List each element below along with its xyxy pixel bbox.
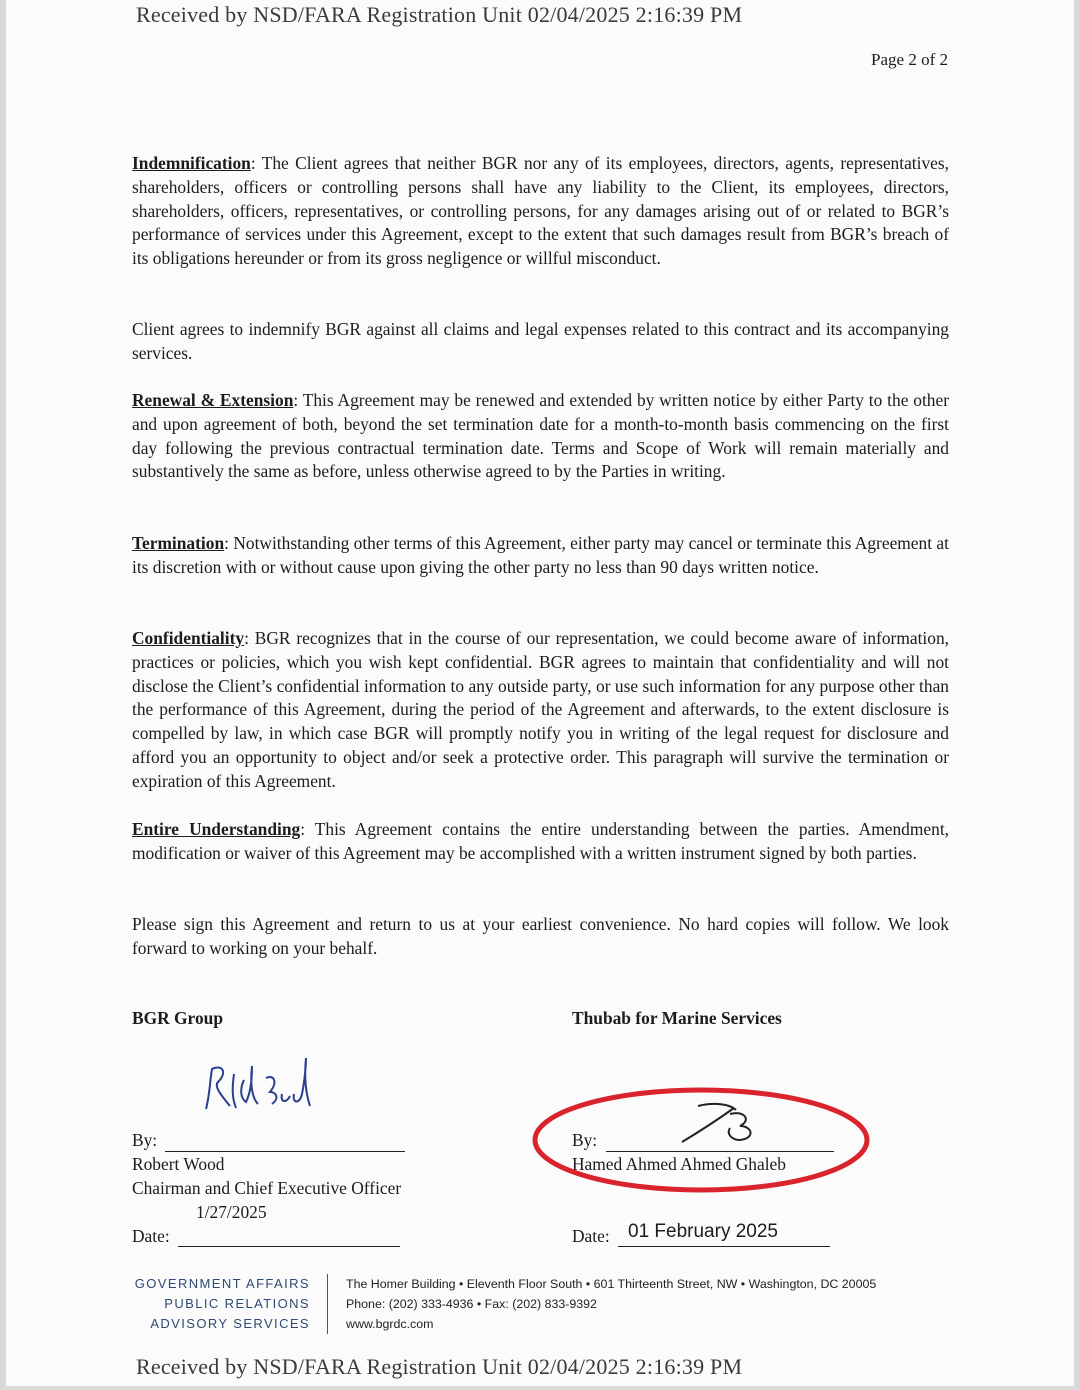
- bgr-party-name: BGR Group: [132, 1008, 224, 1028]
- renewal-heading: Renewal & Extension: [132, 390, 294, 410]
- page-number: Page 2 of 2: [871, 50, 948, 69]
- indemnification-text: : The Client agrees that neither BGR nor any of its employees, directors, agents, representatives, shareholders, officers or controlling persons shall have any liability to the Client, its employees, directors, shareholders, officers, representatives, or controlling persons, for any damages arising out of or related to BGR’s performance of services under this Agreement, except to the extent that such damages result from BGR’s breach of its obligations hereunder or from its gross negligence or willful misconduct.: [132, 153, 949, 269]
- bgr-date-line: [178, 1246, 400, 1247]
- termination-text: : Notwithstanding other terms of this Agreement, either party may cancel or terminate this Agreement at its discretion with or without cause upon giving the other party no less than 90 days written notice.: [132, 533, 949, 577]
- bgr-contact-block: [346, 1274, 876, 1334]
- bgr-services-list: [124, 1274, 310, 1334]
- renewal-text: : This Agreement may be renewed and extended by written notice by either Party to the other and upon agreement of both, beyond the set termination date for a month-to-month basis commencing on the first day following the previous contractual termination date. Terms and Scope of Work will remain materially and substantively the same as before, unless otherwise agreed to by the Parties in writing.: [132, 390, 949, 482]
- closing-paragraph: [132, 913, 949, 961]
- service-advisory-services: ADVISORY SERVICES: [150, 1316, 310, 1331]
- document-page: [6, 0, 1074, 1386]
- confidentiality-text: : BGR recognizes that in the course of our representation, we could become aware of information, practices or policies, which you wish kept confidential. BGR agrees to maintain that confidentiality and will not disclose the Client’s confidential information to any outside party, or use such information for any purpose other than the performance of this Agreement, during the period of the Agreement and afterwards, to the extent disclosure is compelled by law, in which case BGR will promptly notify you in writing of the legal request for disclosure and afford you an opportunity to object and/or seek a protective order. This paragraph will survive the termination or expiration of this Agreement.: [132, 628, 949, 791]
- confidentiality-paragraph: [132, 627, 949, 794]
- bgr-by-label: By:: [132, 1130, 158, 1150]
- closing-text: Please sign this Agreement and return to us at your earliest convenience. No hard copies will follow. We look forward to working on your behalf.: [132, 914, 949, 958]
- footer-phone-fax: Phone: (202) 333-4936 • Fax: (202) 833-9392: [346, 1297, 597, 1311]
- renewal-paragraph: [132, 389, 949, 484]
- footer-website-link[interactable]: www.bgrdc.com: [346, 1317, 434, 1331]
- thubab-party-name: Thubab for Marine Services: [572, 1008, 782, 1028]
- bgr-signer-title: Chairman and Chief Executive Officer: [132, 1178, 402, 1198]
- service-government-affairs: GOVERNMENT AFFAIRS: [134, 1276, 310, 1291]
- thubab-by-label: By:: [572, 1130, 598, 1150]
- red-circle-annotation: [528, 1082, 874, 1198]
- footer-divider: [327, 1274, 328, 1334]
- confidentiality-heading: Confidentiality: [132, 628, 245, 648]
- service-public-relations: PUBLIC RELATIONS: [164, 1296, 310, 1311]
- fara-received-stamp-top: Received by NSD/FARA Registration Unit 02/04/2025 2:16:39 PM: [136, 2, 743, 27]
- fara-received-stamp-bottom: Received by NSD/FARA Registration Unit 02/04/2025 2:16:39 PM: [136, 1354, 743, 1379]
- client-indemnify-text: Client agrees to indemnify BGR against all claims and legal expenses related to this contract and its accompanying services.: [132, 319, 949, 363]
- bgr-written-date: 1/27/2025: [196, 1202, 267, 1222]
- client-indemnify-paragraph: [132, 318, 949, 366]
- thubab-date-line: [618, 1246, 830, 1247]
- thubab-signer-name: Hamed Ahmed Ahmed Ghaleb: [572, 1154, 786, 1174]
- thubab-date-label: Date:: [572, 1226, 610, 1246]
- bgr-signature-line: [165, 1151, 405, 1152]
- termination-paragraph: [132, 532, 949, 580]
- robert-wood-signature: [196, 1054, 326, 1124]
- entire-understanding-heading: Entire Understanding: [132, 819, 301, 839]
- indemnification-heading: Indemnification: [132, 153, 251, 173]
- thubab-date-value: 01 February 2025: [628, 1221, 778, 1242]
- bgr-date-label: Date:: [132, 1226, 170, 1246]
- bgr-signer-name: Robert Wood: [132, 1154, 225, 1174]
- entire-understanding-paragraph: [132, 818, 949, 866]
- indemnification-paragraph: [132, 152, 949, 271]
- entire-understanding-text: : This Agreement contains the entire understanding between the parties. Amendment, modification or waiver of this Agreement may be accomplished with a written instrument signed by both parties.: [132, 819, 950, 863]
- termination-heading: Termination: [132, 533, 225, 553]
- footer-address: The Homer Building • Eleventh Floor South • 601 Thirteenth Street, NW • Washington, DC 20005: [346, 1277, 877, 1291]
